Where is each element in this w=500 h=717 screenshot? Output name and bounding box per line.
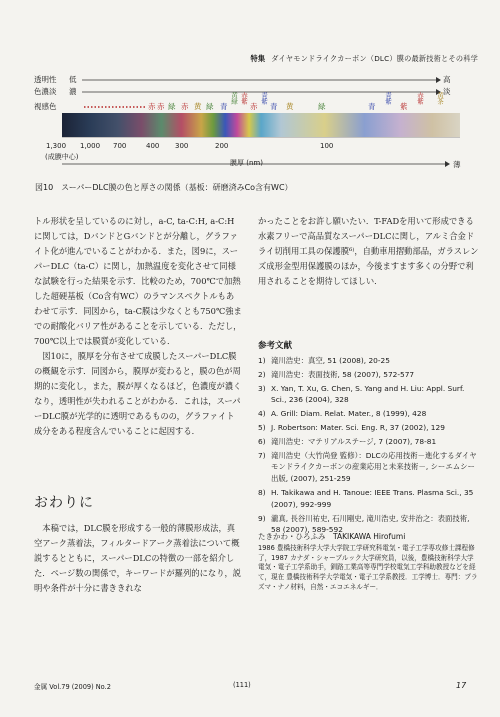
color-label: 緑	[206, 102, 214, 111]
reference-number: 3)	[258, 383, 266, 393]
reference-number: 2)	[258, 369, 266, 379]
color-label: 黄	[194, 102, 202, 111]
tick-label: 400	[146, 142, 160, 150]
label-transparency: 透明性	[34, 75, 57, 84]
reference-item	[258, 408, 478, 420]
color-label: 青	[368, 102, 376, 111]
reference-item	[258, 383, 478, 407]
reference-number: 8)	[258, 487, 266, 497]
reference-text: J. Robertson: Mater. Sci. Eng. R, 37 (2002), 129	[271, 422, 445, 432]
color-label: 赤紫	[416, 92, 424, 104]
reference-text: 滝川浩史：真空, 51 (2008), 20-25	[271, 356, 390, 365]
color-label: 青	[270, 102, 278, 111]
color-label: 青	[220, 102, 228, 111]
left-column-body	[34, 214, 242, 439]
reference-item	[258, 422, 478, 434]
left-column-closing	[34, 521, 242, 596]
reference-text: 滝川浩史（大竹尚登 監修）：DLCの応用技術－進化するダイヤモンドライクカーボンの産業応用と未来技術－, シーエムシー出版, (2007), 251-259	[271, 450, 477, 484]
reference-item	[258, 450, 478, 485]
label-high: 高	[443, 75, 451, 84]
tick-label: 1,300	[46, 142, 67, 150]
reference-number: 4)	[258, 409, 266, 419]
reference-text: 滝川浩史：表面技術, 58 (2007), 572-577	[271, 369, 415, 379]
references-list	[258, 355, 478, 538]
reference-item	[258, 369, 478, 381]
reference-text: X. Yan, T. Xu, G. Chen, S. Yang and H. Liu: Appl. Surf. Sci., 236 (2004), 328	[271, 383, 465, 405]
reference-number: 1)	[258, 356, 266, 365]
tick-note: (成膜中心)	[45, 153, 79, 161]
reference-item	[258, 487, 478, 511]
color-label: 紫	[400, 102, 408, 111]
color-label: 黄茶	[436, 92, 444, 104]
body-paragraph: 図10に，膜厚を分布させて成膜したスーパーDLC膜の概観を示す．同図から，膜厚が変わると，膜の色が周期的に変化し，また，膜が厚くなるほど，色濃度が濃くなり，透明性が失われることがわかる．これは，スーパーDLC膜が光学的に透明であるものの，グラファイト成分をある程度含んでいることに起因する．	[34, 351, 242, 436]
tick-label: 1,000	[80, 142, 101, 150]
color-label: 赤	[181, 102, 189, 111]
label-dark: 濃	[69, 87, 77, 96]
reference-number: 7)	[258, 450, 266, 460]
label-visual-color: 視感色	[34, 102, 57, 111]
label-color-density: 色濃淡	[34, 87, 57, 96]
color-label: 赤	[148, 102, 156, 111]
tick-label: 300	[175, 142, 189, 150]
author-profile	[258, 532, 480, 593]
axis-end-label: 薄	[453, 160, 461, 169]
body-paragraph: 本稿では，DLC膜を形成する一般的薄膜形成法，真空アーク蒸着法，フィルタードアーク蒸着法について概説するとともに，スーパーDLCの特徴の一部を紹介した．ページ数の関係で，キーワードが羅列的になり，説明や条件が十分に書ききれな	[34, 523, 242, 593]
reference-text: 滝川浩史：マテリアルステージ, 7 (2007), 78-81	[271, 436, 437, 446]
header-prefix: 特集	[250, 54, 266, 63]
reference-item	[258, 355, 478, 367]
author-bio: 1986 豊橋技術科学大学大学院工学研究科電気・電子工学専攻修士課程修了，1987 カナダ・シャーブルック大学研究員，以後，豊橋技術科学大学電気・電子工学系助手，釧路工業高等専門学校電気工学科助教授などを経て，現在 豊橋技術科学大学電気・電子工学系教授．工学博士．専門：プラズマ・ナノ材料，自然・エコエネルギー．	[258, 543, 478, 591]
color-label: 赤	[157, 102, 165, 111]
footer-page-mark: (111)	[233, 681, 251, 689]
label-low: 低	[69, 75, 77, 84]
tick-label: 700	[113, 142, 127, 150]
reference-number: 9)	[258, 513, 266, 523]
right-column-body	[258, 214, 480, 289]
footer-journal: 金属 Vol.79 (2009) No.2	[34, 683, 111, 691]
reference-item	[258, 436, 478, 448]
color-label: 黄	[286, 102, 294, 111]
color-label: 緑	[168, 102, 176, 111]
figure-10	[0, 0, 500, 200]
tick-label: 200	[215, 142, 229, 150]
reference-text: H. Takikawa and H. Tanoue: IEEE Trans. Plasma Sci., 35 (2007), 992-999	[271, 487, 474, 509]
author-name: たきかわ・ひろふみ TAKIKAWA Hirofumi	[258, 532, 406, 541]
header-title: ダイヤモンドライクカーボン（DLC）膜の最新技術とその科学	[271, 54, 478, 63]
color-label: 黄緑	[230, 92, 238, 104]
color-label: 赤	[250, 102, 258, 111]
color-label: 青紫	[384, 92, 392, 104]
color-label: 赤紫	[240, 92, 248, 104]
axis-label: 膜厚 (nm)	[230, 159, 263, 167]
color-label: 青紫	[260, 92, 268, 104]
footer-page-number: 17	[456, 681, 467, 690]
references-title: 参考文献	[258, 341, 293, 351]
reference-text: 瀧真, 長谷川祐史, 石川剛史, 滝川浩史, 安井治之：表面技術, 58 (2007), 589-592	[271, 513, 470, 535]
body-paragraph: かったことをお許し願いたい．T-FADを用いて形成できる水素フリーで高品質なスーパーDLCに関し，アルミ合金ドライ切削用工具の保護膜⁶⁾，自動車用摺動部品，ガラスレンズ成形金型用保護膜のほか，今後ますます多くの分野で利用されることを期待してほしい．	[258, 216, 479, 286]
reference-number: 6)	[258, 436, 266, 446]
label-light: 淡	[443, 87, 451, 96]
color-strip	[62, 113, 460, 137]
section-title: おわりに	[34, 495, 94, 511]
figure-caption: 図10 スーパーDLC膜の色と厚さの関係（基板：研磨済みCo含有WC）	[35, 183, 293, 192]
tick-label: 100	[320, 142, 334, 150]
body-paragraph: トル形状を呈しているのに対し，a-C, ta-C:H, a-C:Hに関しては，DバンドとGバンドとが分離し，グラファイト化が進んでいることがわかる．また，図9に，スーパーDLC（ta-C）に関し，加熱温度を変化させて同様な試験を行った結果を示す．比較のため，700℃で加熱した超硬基板（Co含有WC）のラマンスペクトルもあわせて示す．同図から，ta-C膜は少なくとも750℃強までの耐酸化バリア性があることを示している．ただし，700℃以上では膜質が変化している．	[34, 216, 242, 346]
figure-arrows	[0, 0, 500, 200]
reference-text: A. Grill: Diam. Relat. Mater., 8 (1999), 428	[271, 409, 427, 419]
reference-number: 5)	[258, 422, 266, 432]
color-label: 緑	[318, 102, 326, 111]
